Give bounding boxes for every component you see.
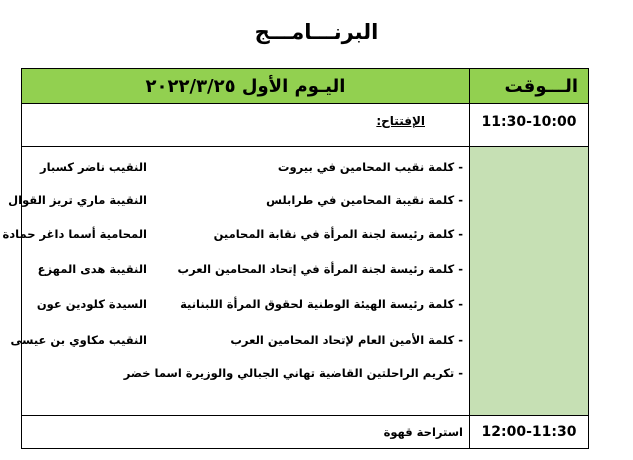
speaker-name: المحامية أسما داغر حمادة (2, 227, 147, 241)
time-cell: 12:00-11:30 (470, 416, 589, 449)
speeches-cell (2, 147, 470, 416)
page-title: البرنـــامـــج (254, 20, 379, 44)
header-row (22, 69, 589, 104)
list-item (0, 227, 469, 247)
coffee-break-label: استراحة قهوة (22, 416, 470, 449)
speech-title: - كلمة نقيبة المحامين في طرابلس (266, 193, 463, 207)
list-item (0, 262, 469, 282)
time-column-header: الـــوقت (470, 69, 589, 104)
table-row (22, 416, 589, 449)
opening-label: الإفتتاح: (22, 104, 470, 147)
speech-title: - كلمة نقيب المحامين في بيروت (277, 160, 463, 174)
list-item (0, 160, 469, 180)
speaker-name: النقيبة ماري تريز القوال (8, 193, 147, 207)
day-header: اليـوم الأول ٢٠٢٢/٣/٢٥ (22, 69, 470, 104)
list-item (0, 193, 469, 213)
speech-title: - كلمة رئيسة الهيئة الوطنية لحقوق المرأة اللبنانية (180, 297, 463, 311)
time-cell-empty (470, 147, 589, 416)
list-item (0, 333, 469, 353)
speech-title: - كلمة رئيسة لجنة المرأة في إتحاد المحامين العرب (177, 262, 463, 276)
time-cell: 11:30-10:00 (470, 104, 589, 147)
speech-title: - كلمة رئيسة لجنة المرأة في نقابة المحامين (213, 227, 463, 241)
speaker-name: النقيب مكاوي بن عيسى (10, 333, 147, 347)
speaker-name: النقيبة هدى المهزع (37, 262, 147, 276)
list-item (0, 297, 469, 317)
list-item (0, 366, 469, 386)
speaker-name: النقيب ناضر كسبار (39, 160, 147, 174)
speaker-name: السيدة كلودين عون (36, 297, 147, 311)
speech-title: - تكريم الراحلتين القاضية تهاني الجبالي والوزيرة اسما خضر (123, 366, 463, 380)
program-table (2, 68, 589, 449)
speech-title: - كلمة الأمين العام لإتحاد المحامين العرب (230, 333, 463, 347)
table-row (22, 104, 589, 147)
table-row (22, 147, 589, 416)
